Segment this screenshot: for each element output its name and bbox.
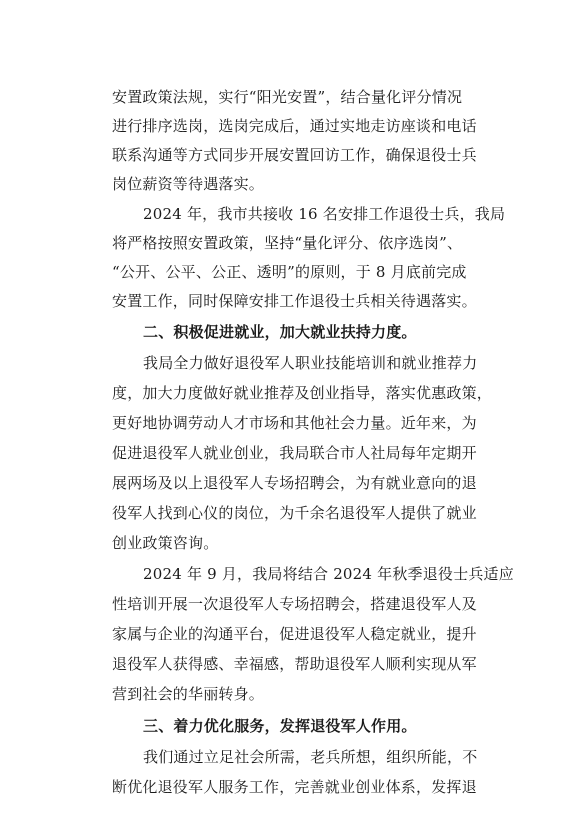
text-line: 我们通过立足社会所需，老兵所想，组织所能，不 [143, 748, 478, 766]
text-line: 退役军人获得感、幸福感，帮助退役军人顺利实现从军 [112, 655, 477, 673]
text-line: 创业政策咨询。 [112, 534, 219, 552]
section-heading: 三、着力优化服务，发挥退役军人作用。 [143, 717, 417, 735]
text-line: 展两场及以上退役军人专场招聘会，为有就业意向的退 [112, 474, 477, 492]
text-line: 联系沟通等方式同步开展安置回访工作，确保退役士兵 [112, 146, 477, 164]
text-line: 2024 年 9 月，我局将结合 2024 年秋季退役士兵适应 [143, 565, 514, 583]
text-line: 度，加大力度做好就业推荐及创业指导，落实优惠政策， [112, 384, 493, 402]
text-line: 安置政策法规，实行“阳光安置”，结合量化评分情况 [112, 88, 463, 106]
text-line: 将严格按照安置政策，坚持“量化评分、依序选岗”、 [112, 234, 463, 252]
text-line: “公开、公平、公正、透明”的原则，于 8 月底前完成 [112, 263, 467, 281]
text-line: 我局全力做好退役军人职业技能培训和就业推荐力 [143, 354, 478, 372]
text-line: 役军人找到心仪的岗位，为千余名退役军人提供了就业 [112, 504, 477, 522]
text-line: 营到社会的华丽转身。 [112, 685, 265, 703]
text-line: 进行排序选岗，选岗完成后，通过实地走访座谈和电话 [112, 117, 477, 135]
section-heading: 二、积极促进就业，加大就业扶持力度。 [143, 323, 417, 341]
text-line: 断优化退役军人服务工作，完善就业创业体系，发挥退 [112, 778, 477, 796]
text-line: 促进退役军人就业创业，我局联合市人社局每年定期开 [112, 444, 477, 462]
text-line: 性培训开展一次退役军人专场招聘会，搭建退役军人及 [112, 595, 477, 613]
text-line: 岗位薪资等待遇落实。 [112, 175, 265, 193]
text-line: 更好地协调劳动人才市场和其他社会力量。近年来，为 [112, 414, 477, 432]
text-line: 安置工作，同时保障安排工作退役士兵相关待遇落实。 [112, 292, 477, 310]
text-line: 2024 年，我市共接收 16 名安排工作退役士兵，我局 [143, 205, 506, 223]
text-line: 家属与企业的沟通平台，促进退役军人稳定就业，提升 [112, 625, 477, 643]
